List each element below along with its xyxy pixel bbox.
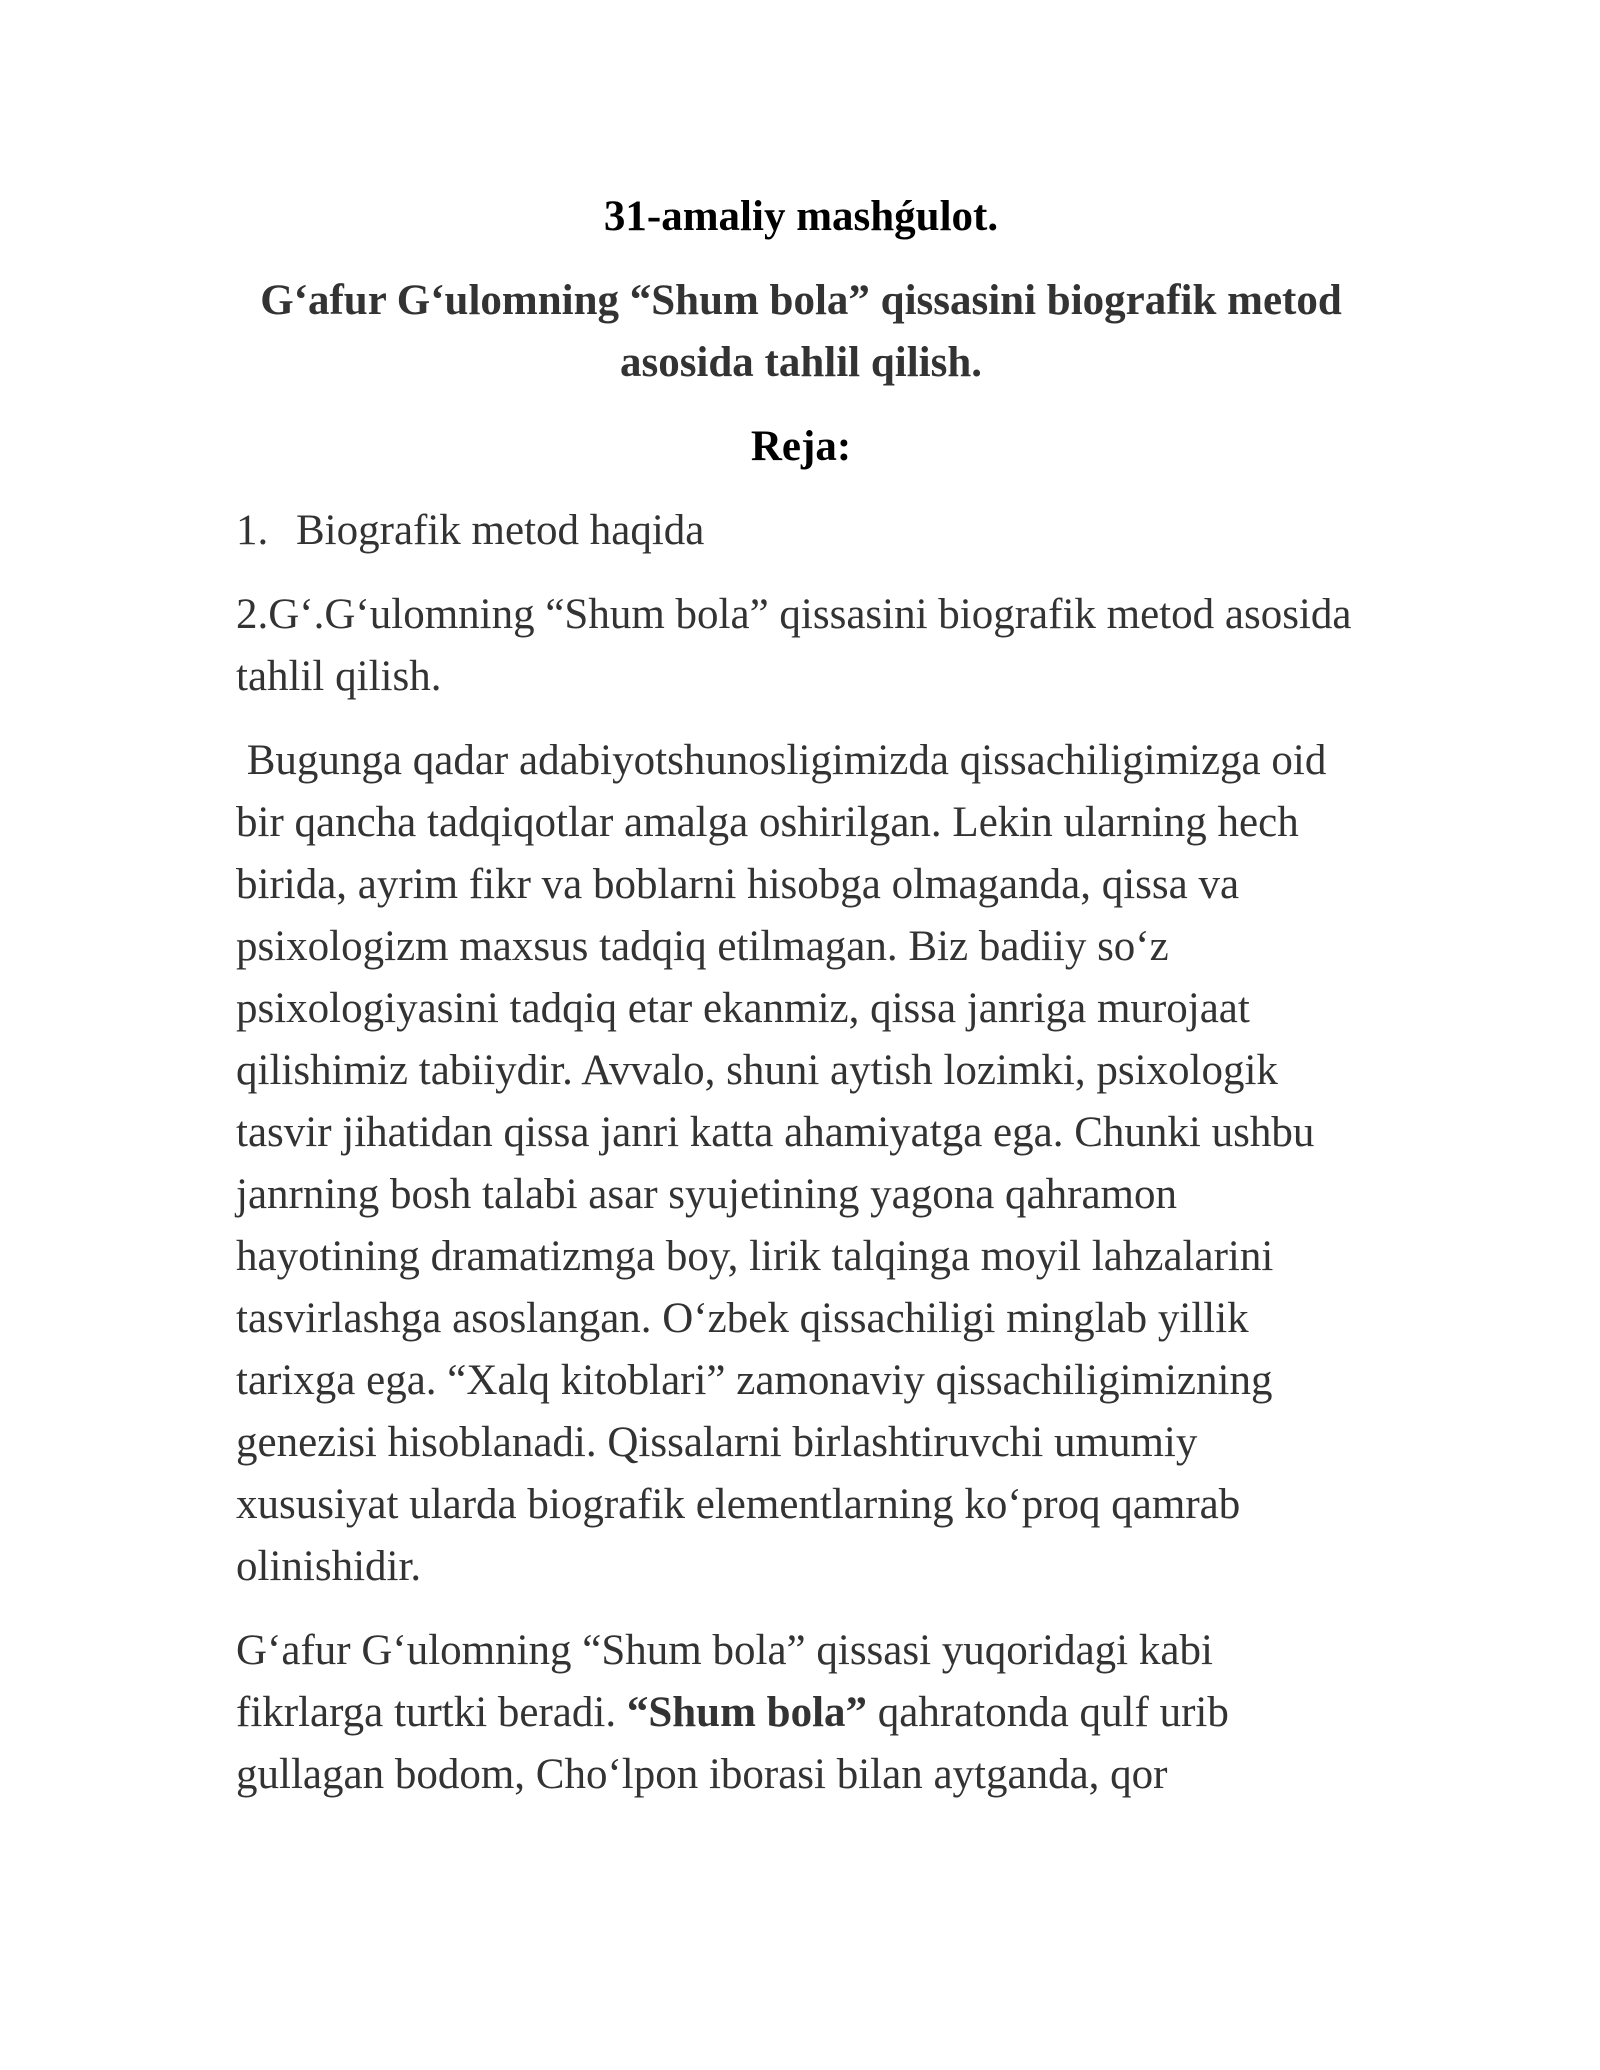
document-title: 31-amaliy mashǵulot. xyxy=(603,193,999,240)
document-subtitle: G‘afur G‘ulomning “Shum bola” qissasini biografik metod asosida tahlil qilish. xyxy=(260,277,1342,386)
plan-item-text: Biografik metod haqida xyxy=(296,507,705,554)
body-paragraph-1: Bugunga qadar adabiyotshunosligimizda qissachiligimizga oid bir qancha tadqiqotlar amalga oshirilgan. Lekin ularning hech birida, ayrim fikr va boblarni hisobga olmaganda, qissa va psixologizm maxsus tadqiq etilmagan. Biz badiiy so‘z psixologiyasini tadqiq etar ekanmiz, qissa janriga murojaat qilishimiz tabiiydir. Avvalo, shuni aytish lozimki, psixologik tasvir jihatidan qissa janri katta ahamiyatga ega. Chunki ushbu janrning bosh talabi asar syujetining yagona qahramon hayotining dramatizmga boy, lirik talqinga moyil lahzalarini tasvirlashga asoslangan. O‘zbek qissachiligi minglab yillik tarixga ega. “Xalq kitoblari” zamonaviy qissachiligimizning genezisi hisoblanadi. Qissalarni birlashtiruvchi umumiy xususiyat ularda biografik elementlarning ko‘proq qamrab olinishidir. xyxy=(236,737,1338,1590)
plan-item-number: 1. xyxy=(236,507,269,554)
plan-heading: Reja: xyxy=(750,423,852,470)
bold-book-title: “Shum bola” xyxy=(626,1689,868,1736)
plan-item-2 xyxy=(236,584,1366,708)
plan-item-1 xyxy=(236,500,1366,562)
body-paragraph-2 xyxy=(236,1620,1366,1806)
paragraph-text-start: G‘afur G‘ulomning “Shum bola” qissasi yuqoridagi kabi fikrlarga turtki beradi. xyxy=(236,1627,1213,1736)
document-content xyxy=(236,186,1366,1806)
paragraph-text-end: qahratonda qulf urib gullagan bodom, Cho‘lpon iborasi bilan aytganda, qor xyxy=(236,1689,1229,1798)
plan-item-text: 2.G‘.G‘ulomning “Shum bola” qissasini biografik metod asosida tahlil qilish. xyxy=(236,591,1352,700)
